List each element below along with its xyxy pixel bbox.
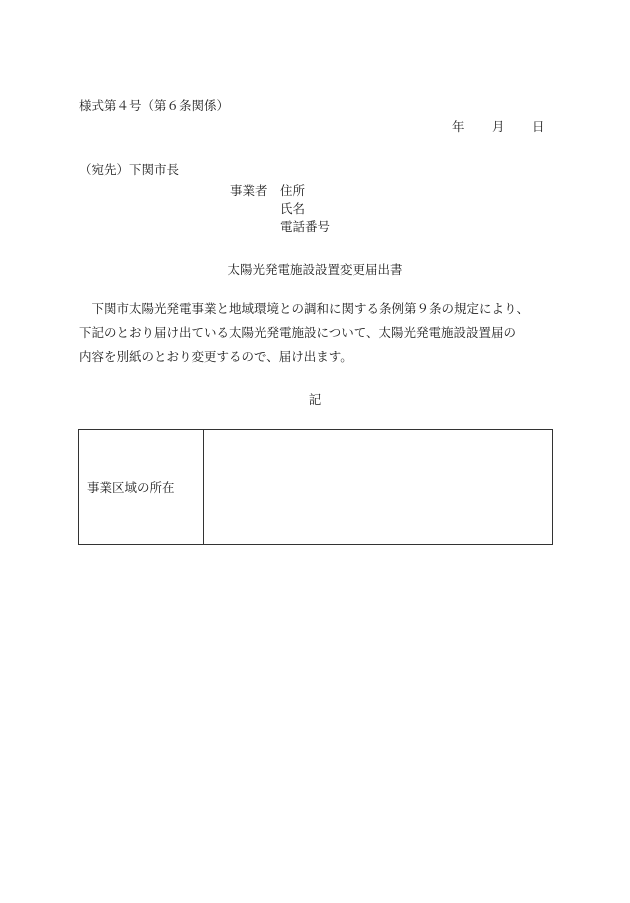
ki-heading: 記 xyxy=(308,392,322,407)
body-paragraph xyxy=(79,297,559,369)
name-label: 氏名 xyxy=(280,201,306,216)
addressee: （宛先）下関市長 xyxy=(79,162,180,177)
table-row xyxy=(79,430,553,545)
project-area-label: 事業区域の所在 xyxy=(79,430,204,545)
address-label: 住所 xyxy=(280,183,306,198)
date-year-label: 年 xyxy=(452,119,465,134)
body-line-3: 内容を別紙のとおり変更するので、届け出ます。 xyxy=(79,349,353,364)
applicant-role: 事業者 xyxy=(230,183,268,198)
project-area-value[interactable] xyxy=(204,430,553,545)
project-area-table xyxy=(78,429,553,545)
body-line-1: 下関市太陽光発電事業と地域環境との調和に関する条例第９条の規定により、 xyxy=(79,301,530,316)
form-number: 様式第４号（第６条関係） xyxy=(79,98,230,113)
phone-label: 電話番号 xyxy=(280,219,331,234)
date-month-label: 月 xyxy=(492,119,505,134)
document-title: 太陽光発電施設設置変更届出書 xyxy=(227,262,403,277)
body-line-2: 下記のとおり届け出ている太陽光発電施設について、太陽光発電施設設置届の xyxy=(79,325,517,340)
date-day-label: 日 xyxy=(532,119,545,134)
